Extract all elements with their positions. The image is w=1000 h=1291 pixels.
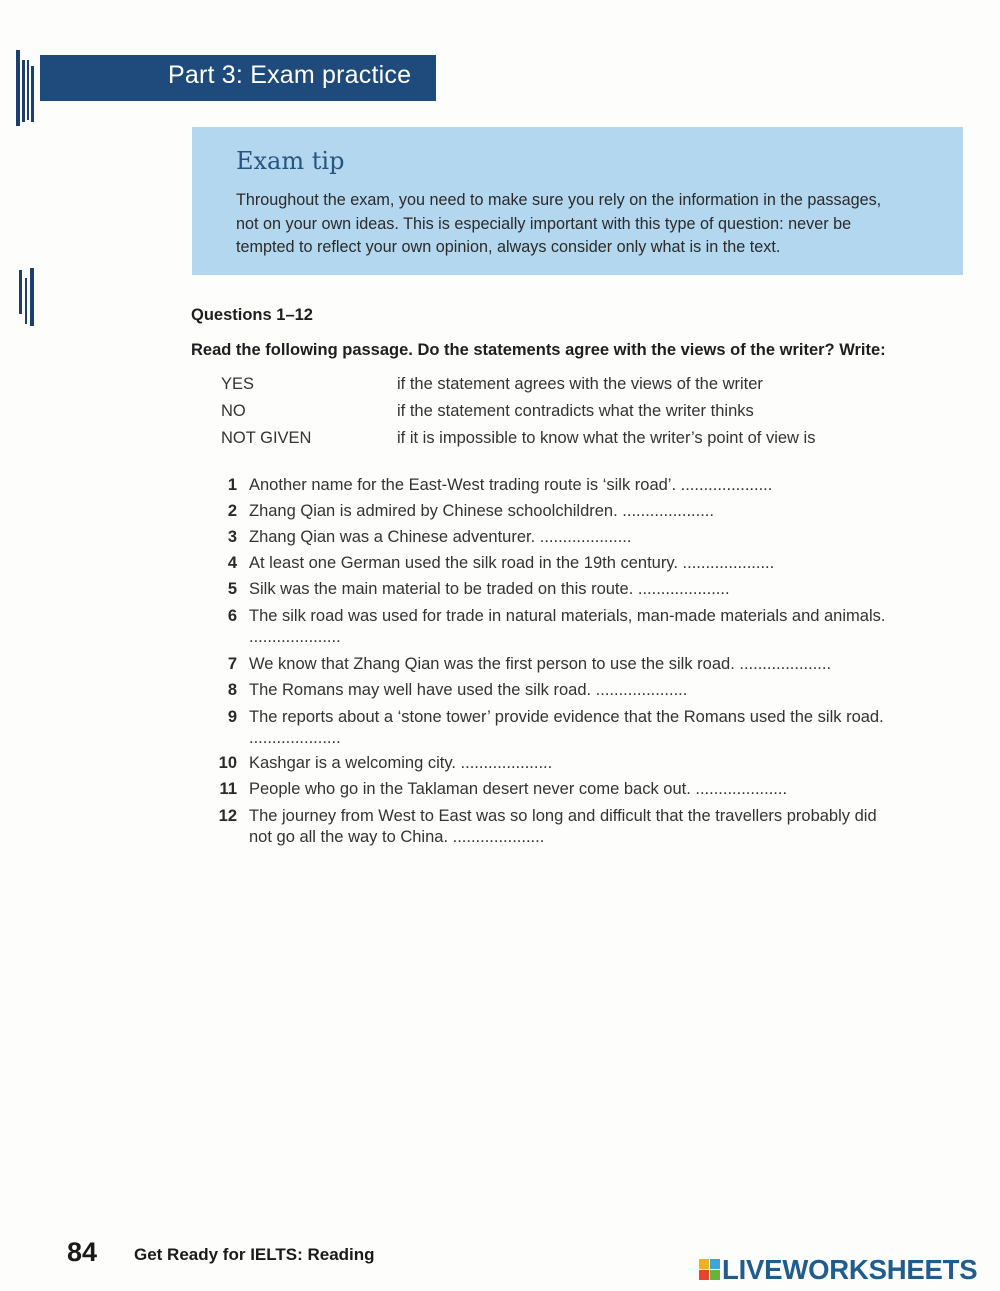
question-number: 2: [227, 502, 237, 520]
question-number: 5: [227, 580, 237, 598]
question-number: 3: [227, 528, 237, 546]
legend-key: YES: [221, 375, 255, 393]
instruction-text: Read the following passage. Do the statements agree with the views of the writer? Write:: [191, 341, 886, 359]
question-line: The journey from West to East was so long and difficult that the travellers probably did: [249, 807, 877, 825]
question-line: Zhang Qian is admired by Chinese schoolchildren. ....................: [249, 502, 714, 520]
question-line: ....................: [249, 729, 341, 747]
question-number: 4: [227, 554, 237, 572]
legend-definition: if the statement agrees with the views of the writer: [397, 375, 763, 393]
legend-definition: if the statement contradicts what the writer thinks: [397, 402, 754, 420]
legend-key: NO: [221, 402, 246, 420]
exam-tip-text: [236, 189, 954, 260]
question-number: 9: [227, 708, 237, 726]
part-banner: [40, 55, 436, 101]
book-title: Get Ready for IELTS: Reading: [134, 1245, 375, 1264]
page-number: 84: [67, 1237, 98, 1267]
part-title: Part 3: Exam practice: [168, 61, 412, 89]
question-number: 7: [227, 655, 237, 673]
question-line: Another name for the East-West trading route is ‘silk road’. ....................: [249, 476, 773, 494]
question-number: 6: [227, 607, 237, 625]
question-number: 1: [227, 476, 237, 494]
legend-definition: if it is impossible to know what the writer’s point of view is: [397, 429, 816, 447]
question-line: Silk was the main material to be traded on this route. ....................: [249, 580, 730, 598]
question-line: At least one German used the silk road in the 19th century. ....................: [249, 554, 775, 572]
question-line: ....................: [249, 628, 341, 646]
question-number: 8: [227, 681, 237, 699]
liveworksheets-wordmark: LIVEWORKSHEETS: [722, 1254, 978, 1285]
exam-tip-box: [192, 127, 963, 275]
exam-tip-line: not on your own ideas. This is especially important with this type of question: never be: [236, 214, 852, 233]
legend-key: NOT GIVEN: [221, 429, 312, 447]
exam-tip-line: Throughout the exam, you need to make sure you rely on the information in the passages,: [236, 191, 882, 209]
exam-tip-line: tempted to reflect your own opinion, always consider only what is in the text.: [236, 238, 781, 256]
question-line: Zhang Qian was a Chinese adventurer. ....................: [249, 528, 632, 546]
question-line: We know that Zhang Qian was the first person to use the silk road. ....................: [249, 655, 832, 673]
liveworksheets-logo: [699, 1256, 993, 1284]
questions-heading: Questions 1–12: [191, 306, 313, 324]
liveworksheets-grid-icon: [699, 1259, 721, 1281]
question-number: 11: [219, 780, 237, 798]
question-line: The reports about a ‘stone tower’ provide evidence that the Romans used the silk road.: [249, 708, 884, 726]
question-line: The Romans may well have used the silk road. ....................: [249, 681, 688, 699]
exam-tip-title: Exam tip: [236, 147, 345, 175]
question-line: not go all the way to China. ....................: [249, 828, 545, 846]
question-number: 12: [218, 807, 237, 825]
question-number: 10: [218, 754, 237, 772]
question-line: The silk road was used for trade in natural materials, man-made materials and animals.: [249, 607, 886, 625]
question-line: Kashgar is a welcoming city. ....................: [249, 754, 553, 772]
question-line: People who go in the Taklaman desert never come back out. ....................: [249, 780, 788, 798]
